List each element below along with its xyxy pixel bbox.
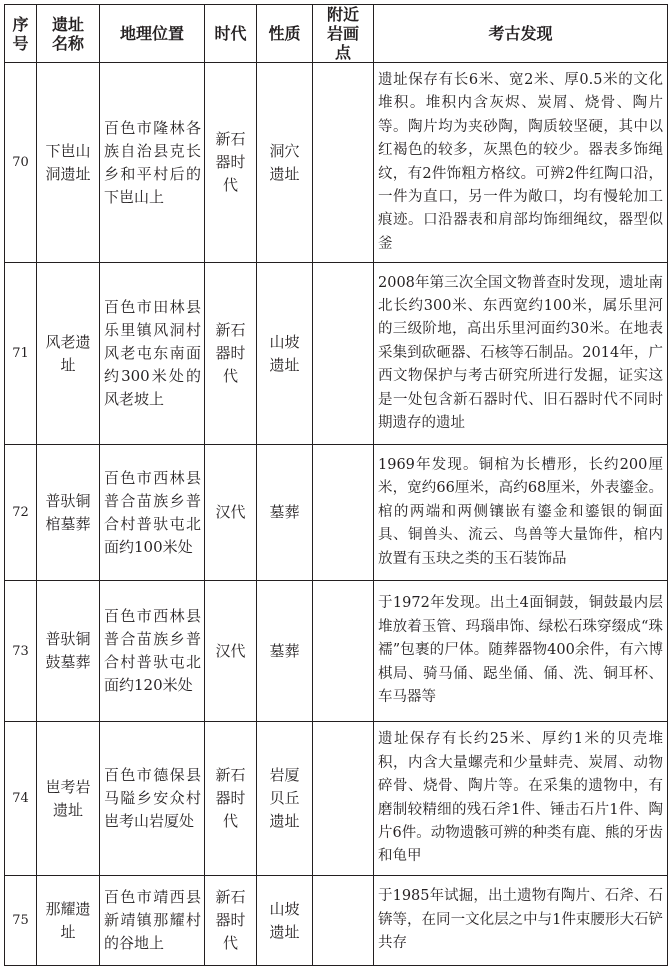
row-no: 73 [5,581,37,722]
header-rock-art: 附近岩画点 [313,5,374,63]
table-header-row [5,5,668,63]
row-nature: 墓葬 [257,581,313,722]
row-period: 新石器时代 [205,263,257,445]
row-findings: 2008年第三次全国文物普查时发现，遗址南北长约300米、东西宽约100米，属乐里河的三级阶地，高出乐里河面约30米。在地表采集到砍砸器、石核等石制品。2014年，广西文物保护与考古研究所进行发掘，证实这是一处包含新石器时代、旧石器时代不同时期遗存的遗址 [374,263,668,445]
row-rock-art [313,876,374,966]
header-location: 地理位置 [100,5,205,63]
row-name: 普驮铜棺墓葬 [37,445,100,581]
row-location: 百色市田林县乐里镇风洞村风老屯东南面约300米处的风老坡上 [100,263,205,445]
row-findings: 1969年发现。铜棺为长槽形，长约200厘米，宽约66厘米，高约68厘米，外表鎏金。棺的两端和两侧镶嵌有鎏金和鎏银的铜面具、铜兽头、流云、鸟兽等大量饰件，棺内放置有玉玦之类的玉石装饰品 [374,445,668,581]
table-row [5,722,668,876]
header-name: 遗址名称 [37,5,100,63]
row-period: 新石器时代 [205,63,257,263]
row-nature: 墓葬 [257,445,313,581]
row-location: 百色市德保县马隘乡安众村岜考山岩厦处 [100,722,205,876]
row-nature: 洞穴遗址 [257,63,313,263]
table-row [5,581,668,722]
row-name: 岜考岩遗址 [37,722,100,876]
row-nature: 岩厦贝丘遗址 [257,722,313,876]
row-location: 百色市西林县普合苗族乡普合村普驮屯北面约100米处 [100,445,205,581]
row-findings: 遗址保存有长6米、宽2米、厚0.5米的文化堆积。堆积内含灰烬、炭屑、烧骨、陶片等。陶片均为夹砂陶，陶质较坚硬，其中以红褐色的较多，灰黑色的较少。器表多饰绳纹，有2件饰粗方格纹。可辨2件红陶口沿，一件为直口，另一件为敞口，均有慢轮加工痕迹。口沿器表和肩部均饰细绳纹，器型似釜 [374,63,668,263]
header-findings: 考古发现 [374,5,668,63]
table-row [5,263,668,445]
row-findings: 于1985年试掘，出土遗物有陶片、石斧、石锛等，在同一文化层之中与1件束腰形大石铲共存 [374,876,668,966]
row-period: 新石器时代 [205,876,257,966]
row-name: 普驮铜鼓墓葬 [37,581,100,722]
row-location: 百色市靖西县新靖镇那耀村的谷地上 [100,876,205,966]
row-findings: 遗址保存有长约25米、厚约1米的贝壳堆积，内含大量螺壳和少量蚌壳、炭屑、动物碎骨、烧骨、陶片等。在采集的遗物中，有磨制较精细的残石斧1件、锤击石片1件、陶片6件。动物遗骸可辨的种类有鹿、熊的牙齿和龟甲 [374,722,668,876]
table-row [5,876,668,966]
row-period: 新石器时代 [205,722,257,876]
row-period: 汉代 [205,581,257,722]
site-table-container [4,4,667,959]
header-period: 时代 [205,5,257,63]
row-name: 风老遗址 [37,263,100,445]
row-location: 百色市隆林各族自治县克长乡和平村后的下岜山上 [100,63,205,263]
row-no: 70 [5,63,37,263]
row-no: 74 [5,722,37,876]
row-location: 百色市西林县普合苗族乡普合村普驮屯北面约120米处 [100,581,205,722]
header-nature: 性质 [257,5,313,63]
row-no: 72 [5,445,37,581]
table-row [5,63,668,263]
archaeological-sites-table [4,4,668,966]
row-rock-art [313,445,374,581]
row-no: 75 [5,876,37,966]
row-rock-art [313,63,374,263]
header-no: 序号 [5,5,37,63]
row-name: 下岜山洞遗址 [37,63,100,263]
row-name: 那耀遗址 [37,876,100,966]
table-row [5,445,668,581]
row-rock-art [313,581,374,722]
row-nature: 山坡遗址 [257,876,313,966]
row-findings: 于1972年发现。出土4面铜鼓，铜鼓最内层堆放着玉管、玛瑙串饰、绿松石珠穿缀成“珠襦”包裹的尸体。随葬器物400余件，有六博棋局、骑马俑、跽坐俑、俑、洗、铜耳杯、车马器等 [374,581,668,722]
row-no: 71 [5,263,37,445]
row-period: 汉代 [205,445,257,581]
row-rock-art [313,263,374,445]
row-nature: 山坡遗址 [257,263,313,445]
row-rock-art [313,722,374,876]
